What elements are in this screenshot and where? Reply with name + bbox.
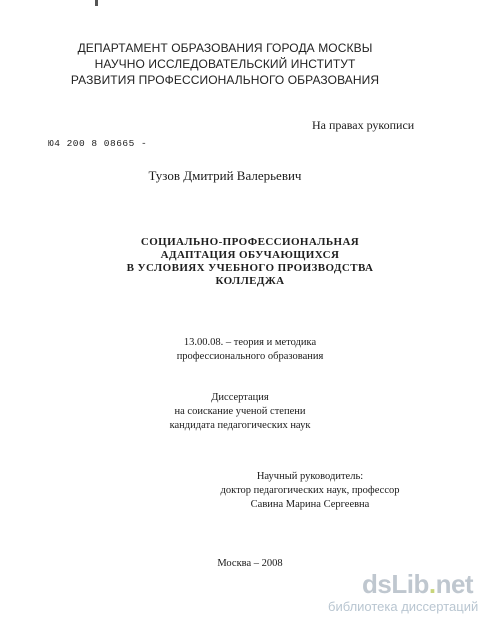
degree-statement: [140, 391, 340, 433]
header-line: НАУЧНО ИССЛЕДОВАТЕЛЬСКИЙ ИНСТИТУТ: [94, 57, 356, 71]
watermark-subtitle: библиотека диссертаций: [328, 599, 478, 614]
logo-dot: .: [428, 569, 436, 599]
logo-main: dsLib: [362, 569, 429, 599]
author-name: Тузов Дмитрий Валерьевич: [148, 168, 302, 183]
specialty-line: 13.00.08. – теория и методика: [183, 337, 317, 348]
degree-line: кандидата педагогических наук: [169, 420, 311, 431]
manuscript-note: На правах рукописи: [312, 118, 415, 132]
supervisor-line: Научный руководитель:: [256, 471, 364, 482]
title-line: КОЛЛЕДЖА: [215, 275, 285, 287]
specialty-line: профессионального образования: [176, 351, 324, 362]
degree-line: на соискание ученой степени: [174, 406, 306, 417]
degree-line: Диссертация: [211, 392, 269, 403]
header-line: ДЕПАРТАМЕНТ ОБРАЗОВАНИЯ ГОРОДА МОСКВЫ: [77, 41, 373, 55]
supervisor-line: доктор педагогических наук, профессор: [220, 485, 400, 496]
inventory-number: Ю4 200 8 08665 -: [48, 138, 148, 149]
supervisor-block: [210, 470, 410, 512]
watermark-logo: [362, 569, 473, 600]
title-line: СОЦИАЛЬНО-ПРОФЕССИОНАЛЬНАЯ: [140, 236, 360, 248]
dslib-watermark[interactable]: [320, 569, 478, 621]
city-year: Москва – 2008: [217, 558, 283, 569]
title-line: В УСЛОВИЯХ УЧЕБНОГО ПРОИЗВОДСТВА: [126, 262, 374, 274]
header-line: РАЗВИТИЯ ПРОФЕССИОНАЛЬНОГО ОБРАЗОВАНИЯ: [70, 73, 380, 87]
title-line: АДАПТАЦИЯ ОБУЧАЮЩИХСЯ: [160, 249, 340, 261]
supervisor-line: Савина Марина Сергеевна: [250, 499, 370, 510]
scan-mark: [95, 0, 98, 6]
specialty: [150, 336, 350, 364]
organization-header: [60, 40, 390, 88]
dissertation-title: [100, 236, 400, 288]
logo-tld: net: [435, 569, 474, 599]
